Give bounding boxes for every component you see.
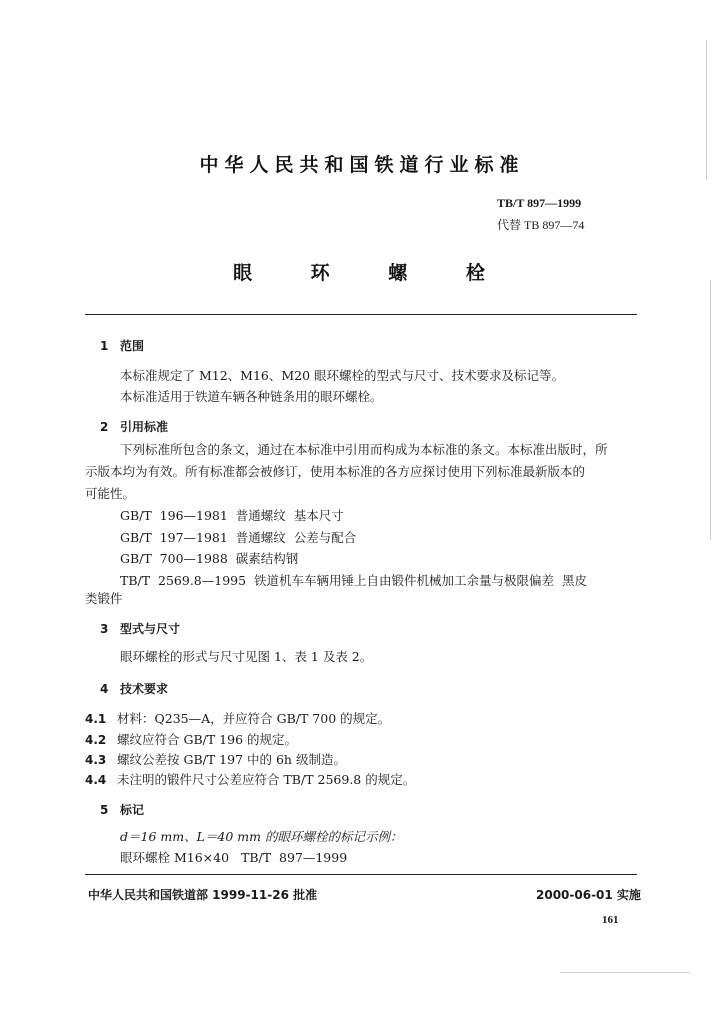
marking-example: 眼环螺栓 M16×40 TB/T 897—1999 xyxy=(120,850,348,865)
section-title: 引用标准 xyxy=(120,420,169,434)
reference-item-continuation: 类锻件 xyxy=(85,591,123,606)
clause-4-1 xyxy=(85,709,390,727)
section-number: 3 xyxy=(100,622,109,636)
marking-example-intro: d＝16 mm、L＝40 mm 的眼环螺栓的标记示例： xyxy=(120,829,403,844)
clause-number: 4.1 xyxy=(85,712,107,726)
clause-text: 螺纹应符合 GB/T 196 的规定。 xyxy=(117,732,297,747)
approval-date: 中华人民共和国铁道部 1999-11-26 批准 xyxy=(88,888,318,902)
standard-category-title: 中华人民共和国铁道行业标准 xyxy=(199,154,525,176)
section-4-heading xyxy=(100,680,168,697)
header-divider xyxy=(85,314,637,315)
clause-number: 4.4 xyxy=(85,773,107,787)
clause-number: 4.2 xyxy=(85,733,107,747)
section-1-paragraph: 本标准适用于铁道车辆各种链条用的眼环螺栓。 xyxy=(120,389,383,404)
footer-divider xyxy=(85,874,637,875)
clause-text: 螺纹公差按 GB/T 197 中的 6h 级制造。 xyxy=(117,752,346,767)
section-3-paragraph: 眼环螺栓的形式与尺寸见图 1、表 1 及表 2。 xyxy=(120,649,373,664)
section-number: 4 xyxy=(100,682,109,696)
clause-4-4 xyxy=(85,770,415,788)
reference-item: GB/T 197—1981 普通螺纹 公差与配合 xyxy=(120,530,357,545)
section-title: 标记 xyxy=(120,803,145,817)
section-5-heading xyxy=(100,801,144,818)
section-1-heading xyxy=(100,337,144,354)
section-2-intro-line: 可能性。 xyxy=(85,486,136,501)
section-2-intro-line: 下列标准所包含的条文，通过在本标准中引用而构成为本标准的条文。本标准出版时，所 xyxy=(120,442,608,457)
section-number: 2 xyxy=(100,420,109,434)
scan-artifact xyxy=(710,280,711,540)
scan-artifact xyxy=(560,972,690,973)
clause-text: 未注明的锻件尺寸公差应符合 TB/T 2569.8 的规定。 xyxy=(117,772,416,787)
section-1-paragraph: 本标准规定了 M12、M16、M20 眼环螺栓的型式与尺寸、技术要求及标记等。 xyxy=(120,368,565,383)
document-title: 眼 环 螺 栓 xyxy=(233,262,511,284)
section-2-intro-line: 示版本均为有效。所有标准都会被修订，使用本标准的各方应探讨使用下列标准最新版本的 xyxy=(85,464,586,479)
section-title: 范围 xyxy=(120,339,145,353)
clause-4-3 xyxy=(85,750,346,768)
reference-item: GB/T 196—1981 普通螺纹 基本尺寸 xyxy=(120,508,344,523)
page-number: 161 xyxy=(602,914,619,926)
reference-item: TB/T 2569.8—1995 铁道机车车辆用锤上自由锻件机械加工余量与极限偏差 黑皮 xyxy=(120,573,587,588)
section-number: 1 xyxy=(100,339,109,353)
section-title: 型式与尺寸 xyxy=(120,622,181,636)
section-title: 技术要求 xyxy=(120,682,169,696)
section-number: 5 xyxy=(100,803,109,817)
clause-text: 材料：Q235—A，并应符合 GB/T 700 的规定。 xyxy=(117,711,391,726)
standard-number: TB/T 897—1999 xyxy=(497,196,582,210)
scan-artifact xyxy=(706,40,707,180)
section-2-heading xyxy=(100,418,168,435)
section-3-heading xyxy=(100,620,180,637)
clause-4-2 xyxy=(85,730,297,748)
clause-number: 4.3 xyxy=(85,753,107,767)
replaces-standard: 代替 TB 897—74 xyxy=(497,218,585,232)
reference-item: GB/T 700—1988 碳素结构钢 xyxy=(120,551,299,566)
effective-date: 2000-06-01 实施 xyxy=(536,888,641,902)
